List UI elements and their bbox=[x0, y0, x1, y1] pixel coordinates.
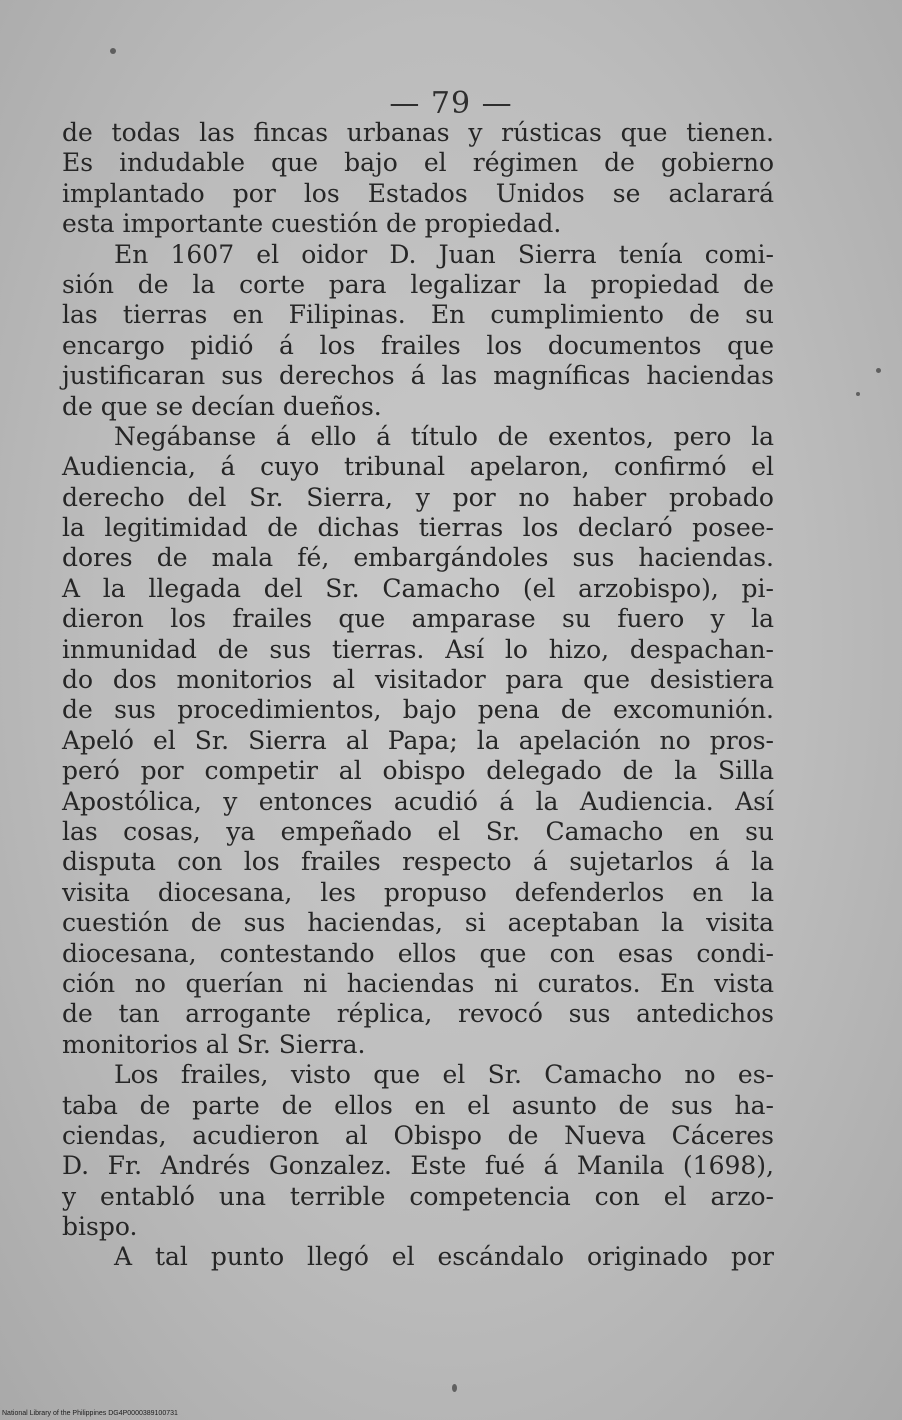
text-line: D. Fr. Andrés Gonzalez. Este fué á Manila (1698), bbox=[62, 1151, 774, 1181]
text-line: dores de mala fé, embargándoles sus haciendas. bbox=[62, 543, 774, 573]
text-line: diocesana, contestando ellos que con esas condi- bbox=[62, 938, 774, 968]
text-line: visita diocesana, les propuso defenderlos en la bbox=[62, 877, 774, 907]
text-line: En 1607 el oidor D. Juan Sierra tenía comi- bbox=[114, 239, 774, 269]
text-line: inmunidad de sus tierras. Así lo hizo, despachan- bbox=[62, 634, 774, 664]
text-line: peró por competir al obispo delegado de la Silla bbox=[62, 756, 774, 786]
text-line: taba de parte de ellos en el asunto de sus ha- bbox=[62, 1090, 774, 1120]
ink-speck bbox=[110, 48, 116, 54]
text-line: implantado por los Estados Unidos se aclarará bbox=[62, 178, 774, 208]
text-line: Apeló el Sr. Sierra al Papa; la apelación no pros- bbox=[62, 725, 774, 755]
ink-speck bbox=[856, 392, 860, 396]
text-line: disputa con los frailes respecto á sujetarlos á la bbox=[62, 847, 774, 877]
text-line: de tan arrogante réplica, revocó sus antedichos bbox=[62, 999, 774, 1029]
text-line: las tierras en Filipinas. En cumplimiento de su bbox=[62, 300, 774, 330]
text-line: Audiencia, á cuyo tribunal apelaron, confirmó el bbox=[62, 452, 774, 482]
text-line: A la llegada del Sr. Camacho (el arzobispo), pi- bbox=[62, 573, 774, 603]
text-line: monitorios al Sr. Sierra. bbox=[62, 1029, 366, 1059]
library-credit: National Library of the Philippines DG4P0000389100731 bbox=[2, 1410, 178, 1417]
text-line: Negábanse á ello á título de exentos, pero la bbox=[114, 421, 774, 451]
text-line: sión de la corte para legalizar la propiedad de bbox=[62, 269, 774, 299]
text-line: bispo. bbox=[62, 1212, 138, 1242]
text-line: esta importante cuestión de propiedad. bbox=[62, 209, 562, 239]
text-line: derecho del Sr. Sierra, y por no haber probado bbox=[62, 482, 774, 512]
text-line: do dos monitorios al visitador para que desistiera bbox=[62, 665, 774, 695]
text-line: ciendas, acudieron al Obispo de Nueva Cáceres bbox=[62, 1120, 774, 1150]
body-text bbox=[62, 118, 774, 1273]
text-line: las cosas, ya empeñado el Sr. Camacho en su bbox=[62, 816, 774, 846]
text-line: y entabló una terrible competencia con el arzo- bbox=[62, 1181, 774, 1211]
text-line: justificaran sus derechos á las magníficas haciendas bbox=[62, 361, 774, 391]
ink-speck bbox=[452, 1384, 457, 1392]
text-line: dieron los frailes que amparase su fuero y la bbox=[62, 604, 774, 634]
text-line: A tal punto llegó el escándalo originado por bbox=[114, 1242, 774, 1272]
page-number: — 79 — bbox=[389, 86, 513, 121]
text-line: Apostólica, y entonces acudió á la Audiencia. Así bbox=[62, 786, 774, 816]
text-line: cuestión de sus haciendas, si aceptaban la visita bbox=[62, 908, 774, 938]
ink-speck bbox=[876, 368, 881, 373]
text-line: ción no querían ni haciendas ni curatos. En vista bbox=[62, 968, 774, 998]
text-line: de todas las fincas urbanas y rústicas que tienen. bbox=[62, 118, 774, 147]
text-line: de sus procedimientos, bajo pena de excomunión. bbox=[62, 695, 774, 725]
text-line: Los frailes, visto que el Sr. Camacho no es- bbox=[114, 1060, 774, 1090]
text-line: la legitimidad de dichas tierras los declaró posee- bbox=[62, 513, 774, 543]
text-line: encargo pidió á los frailes los documentos que bbox=[62, 330, 774, 360]
text-line: de que se decían dueños. bbox=[62, 391, 382, 421]
text-line: Es indudable que bajo el régimen de gobierno bbox=[62, 148, 774, 178]
